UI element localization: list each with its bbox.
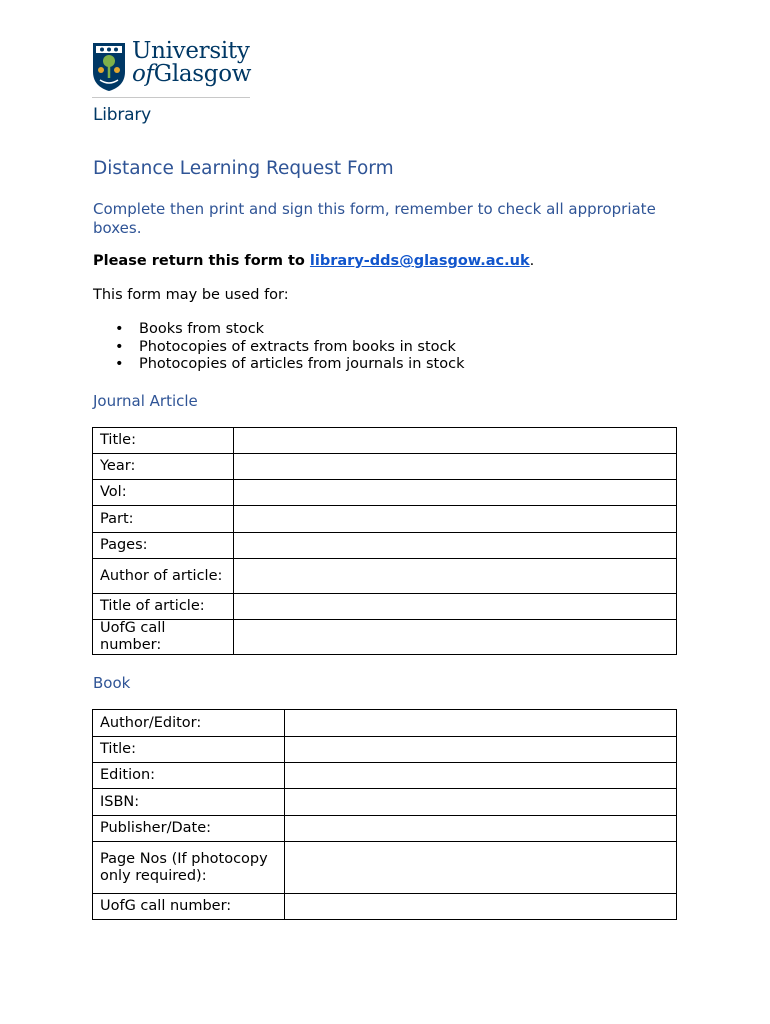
table-row [93, 763, 677, 789]
field-label: Author of article: [93, 559, 234, 594]
book-table [92, 709, 677, 920]
field-value[interactable] [285, 710, 677, 737]
library-label: Library [93, 105, 152, 125]
field-label: Publisher/Date: [93, 816, 285, 842]
table-row [93, 480, 677, 506]
field-label: UofG call number: [93, 620, 234, 655]
table-row [93, 533, 677, 559]
table-row [93, 594, 677, 620]
list-item: • Books from stock [93, 321, 464, 339]
logo-line1: University [132, 38, 250, 64]
table-row [93, 894, 677, 920]
field-value[interactable] [285, 763, 677, 789]
return-prefix: Please return this form to [93, 253, 310, 269]
list-item: • Photocopies of articles from journals in stock [93, 356, 464, 374]
field-value[interactable] [234, 620, 677, 655]
instructions-subtitle: Complete then print and sign this form, remember to check all appropriate boxes. [93, 200, 656, 237]
field-label: Year: [93, 454, 234, 480]
logo-divider [92, 97, 250, 98]
table-row [93, 620, 677, 655]
table-row [93, 710, 677, 737]
field-label: Edition: [93, 763, 285, 789]
return-instructions [93, 253, 534, 269]
field-value[interactable] [234, 533, 677, 559]
return-suffix: . [529, 253, 535, 269]
logo-wordmark [132, 40, 251, 86]
field-value[interactable] [234, 594, 677, 620]
table-row [93, 816, 677, 842]
journal-article-table [92, 427, 677, 655]
field-value[interactable] [234, 454, 677, 480]
field-label: Author/Editor: [93, 710, 285, 737]
field-label: Pages: [93, 533, 234, 559]
university-crest-icon [92, 42, 126, 92]
university-logo [92, 38, 252, 94]
field-label: Title of article: [93, 594, 234, 620]
field-label: UofG call number: [93, 894, 285, 920]
used-for-intro: This form may be used for: [93, 287, 289, 303]
book-heading: Book [93, 674, 131, 692]
journal-article-heading: Journal Article [93, 392, 198, 410]
field-label: Part: [93, 506, 234, 533]
list-item: • Photocopies of extracts from books in stock [93, 339, 464, 357]
logo-line2-name: Glasgow [153, 61, 252, 87]
table-row [93, 842, 677, 894]
logo-line2 [132, 63, 251, 86]
table-row [93, 454, 677, 480]
field-value[interactable] [285, 842, 677, 894]
field-value[interactable] [234, 480, 677, 506]
uses-list [93, 321, 464, 374]
field-label: Vol: [93, 480, 234, 506]
field-label: Title: [93, 428, 234, 454]
table-row [93, 737, 677, 763]
page-title: Distance Learning Request Form [93, 158, 394, 179]
field-value[interactable] [285, 789, 677, 816]
field-value[interactable] [285, 737, 677, 763]
field-value[interactable] [285, 816, 677, 842]
table-row [93, 506, 677, 533]
field-value[interactable] [234, 506, 677, 533]
table-row [93, 559, 677, 594]
field-label: Title: [93, 737, 285, 763]
field-value[interactable] [234, 559, 677, 594]
field-label: Page Nos (If photocopy only required): [93, 842, 285, 894]
field-value[interactable] [234, 428, 677, 454]
table-row [93, 428, 677, 454]
logo-line2-of: of [132, 61, 154, 87]
return-email-link[interactable]: library-dds@glasgow.ac.uk [309, 253, 530, 269]
field-value[interactable] [285, 894, 677, 920]
table-row [93, 789, 677, 816]
field-label: ISBN: [93, 789, 285, 816]
